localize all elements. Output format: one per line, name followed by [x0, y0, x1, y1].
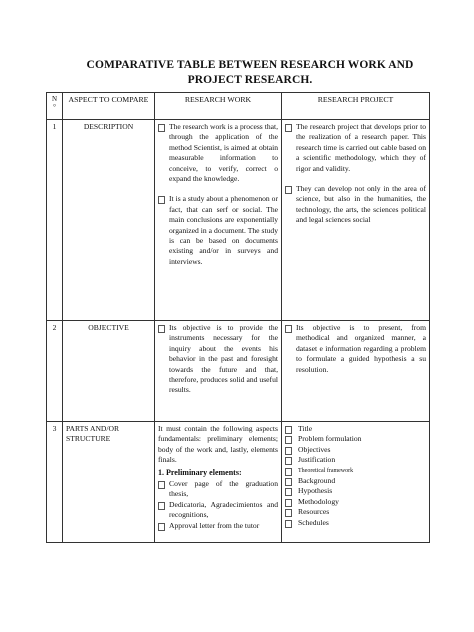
table-header-row — [47, 93, 430, 120]
cell-work-description — [155, 120, 282, 321]
table-row-structure — [47, 422, 430, 543]
cell-work-structure — [155, 422, 282, 543]
aspect-description: DESCRIPTION — [63, 120, 155, 321]
checkbox-bullet-icon — [285, 447, 292, 455]
list-item: Objectives — [285, 445, 426, 455]
checkbox-bullet-icon — [158, 196, 165, 204]
checkbox-bullet-icon — [158, 124, 165, 132]
bullet-item: Its objective is to provide the instruments necessary for the inquiry about the events his behavior in the past and foresight towards the future and that, therefore, produces solid and useful results. — [158, 323, 278, 396]
list-item: Resources — [285, 507, 426, 517]
bullet-item: It is a study about a phenomenon or fact, that can serf or social. The main conclusions are exponentially organized in a document. The study is can be based on documents existing and/or in surveys and interviews. — [158, 194, 278, 267]
aspect-structure: PARTS AND/OR STRUCTURE — [63, 422, 155, 543]
header-research-project: RESEARCH PROJECT — [282, 93, 430, 120]
cell-project-description — [282, 120, 430, 321]
checkbox-bullet-icon — [158, 502, 165, 510]
list-item: Theoretical framework — [285, 466, 426, 476]
list-item: Title — [285, 424, 426, 434]
checkbox-bullet-icon — [285, 436, 292, 444]
document-title: COMPARATIVE TABLE BETWEEN RESEARCH WORK AND PROJECT RESEARCH. — [86, 59, 414, 86]
checkbox-bullet-icon — [285, 488, 292, 496]
checkbox-bullet-icon — [158, 325, 165, 333]
checkbox-bullet-icon — [285, 499, 292, 507]
comparison-table — [46, 92, 430, 543]
list-item: Problem formulation — [285, 434, 426, 444]
checkbox-bullet-icon — [285, 186, 292, 194]
list-item: Methodology — [285, 497, 426, 507]
checkbox-bullet-icon — [158, 523, 165, 531]
preliminary-elements-heading: 1. Preliminary elements: — [158, 467, 242, 477]
checkbox-bullet-icon — [285, 457, 292, 465]
checkbox-bullet-icon — [285, 478, 292, 486]
bullet-item: The research project that develops prior to the realization of a research paper. This research time is carried out cable based on a scientific methodology, which they of rigor and validity. — [285, 122, 426, 174]
header-number: N ° — [47, 93, 63, 120]
table-row-objective — [47, 321, 430, 422]
bullet-item: The research work is a process that, through the application of the method Scientist, is aimed at obtain measurable information to conceive, to verify, correct o expand the knowledge. — [158, 122, 278, 184]
checkbox-bullet-icon — [285, 124, 292, 132]
row-number: 3 — [47, 422, 63, 543]
list-item: Background — [285, 476, 426, 486]
bullet-item: They can develop not only in the area of science, but also in the humanities, the technology, the arts, the sciences political and legal sciences social — [285, 184, 426, 226]
bullet-item: Its objective is to present, from methodical and organized manner, a dataset e information regarding a problem to formulate a guided hypothesis a su resolution. — [285, 323, 426, 375]
project-parts-list — [285, 424, 426, 528]
structure-intro: It must contain the following aspects fundamentals: preliminary elements; body of the work and, lastly, elements finals. — [158, 424, 278, 465]
checkbox-bullet-icon — [285, 325, 292, 333]
header-aspect: ASPECT TO COMPARE — [63, 93, 155, 120]
checkbox-bullet-icon — [158, 481, 165, 489]
row-number: 1 — [47, 120, 63, 321]
aspect-objective: OBJECTIVE — [63, 321, 155, 422]
checkbox-bullet-icon — [285, 468, 292, 476]
cell-project-objective — [282, 321, 430, 422]
list-item: Cover page of the graduation thesis, — [158, 479, 278, 500]
table-row-description — [47, 120, 430, 321]
checkbox-bullet-icon — [285, 509, 292, 517]
cell-project-structure — [282, 422, 430, 543]
list-item: Dedicatoria, Agradecimientos and recognitions, — [158, 500, 278, 521]
list-item: Schedules — [285, 518, 426, 528]
preliminary-elements-list — [158, 479, 278, 531]
list-item: Justification — [285, 455, 426, 465]
row-number: 2 — [47, 321, 63, 422]
list-item: Hypothesis — [285, 486, 426, 496]
checkbox-bullet-icon — [285, 520, 292, 528]
header-research-work: RESEARCH WORK — [155, 93, 282, 120]
list-item: Approval letter from the tutor — [158, 521, 278, 531]
checkbox-bullet-icon — [285, 426, 292, 434]
cell-work-objective — [155, 321, 282, 422]
